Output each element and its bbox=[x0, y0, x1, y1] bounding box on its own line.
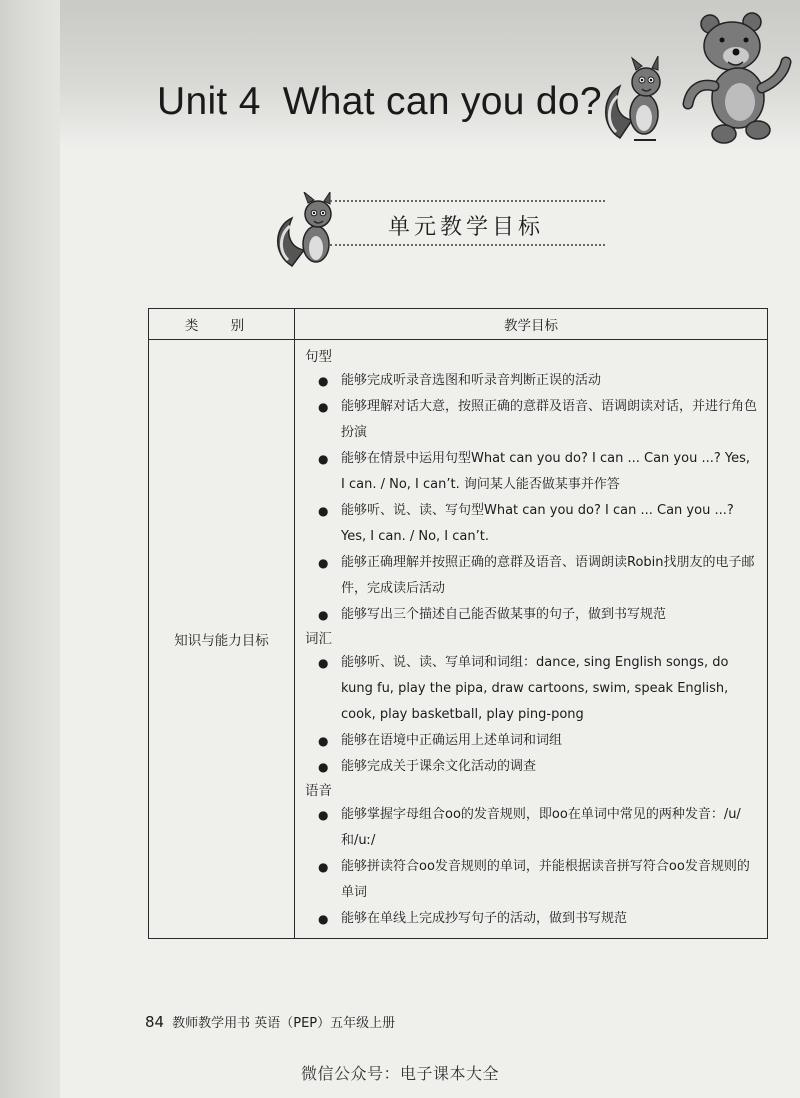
header-category: 类 别 bbox=[149, 309, 295, 340]
list-item: ● 能够理解对话大意，按照正确的意群及语音、语调朗读对话，并进行角色扮演 bbox=[305, 394, 757, 446]
page-footer bbox=[145, 1012, 395, 1031]
group-heading-sentence: 句型 bbox=[305, 349, 332, 365]
list-item: ● 能够掌握字母组合oo的发音规则，即oo在单词中常见的两种发音：/u/和/uː/ bbox=[305, 802, 757, 854]
list-item: ● 能够听、说、读、写句型What can you do? I can ... Can you ...? Yes, I can. / No, I can’t. bbox=[305, 498, 757, 550]
table-header-row bbox=[149, 309, 768, 340]
page-edge bbox=[0, 0, 60, 1098]
phonics-goals-list bbox=[305, 802, 757, 932]
section-title: 单元教学目标 bbox=[388, 215, 545, 240]
unit-question: What can you do? bbox=[282, 80, 602, 123]
list-item: ● 能够在情景中运用句型What can you do? I can ... Can you ...? Yes, I can. / No, I can’t. 询问某人能否做某事并作答 bbox=[305, 446, 757, 498]
list-item: ● 能够完成听录音选图和听录音判断正误的活动 bbox=[305, 368, 757, 394]
list-item: ● 能够在语境中正确运用上述单词和词组 bbox=[305, 728, 757, 754]
squirrel-mascot-icon bbox=[598, 56, 678, 146]
vocabulary-goals-list bbox=[305, 650, 757, 780]
page-number: 84 bbox=[145, 1013, 165, 1031]
group-heading-vocabulary: 词汇 bbox=[305, 631, 332, 647]
list-item: ● 能够完成关于课余文化活动的调查 bbox=[305, 754, 757, 780]
goals-table bbox=[148, 308, 768, 939]
unit-label: Unit 4 bbox=[157, 80, 261, 123]
goals-cell bbox=[295, 340, 768, 939]
unit-title bbox=[157, 80, 602, 124]
sentence-goals-list bbox=[305, 368, 757, 628]
section-title-box bbox=[330, 200, 605, 246]
list-item: ● 能够正确理解并按照正确的意群及语音、语调朗读Robin找朋友的电子邮件，完成读后活动 bbox=[305, 550, 757, 602]
list-item: ● 能够拼读符合oo发音规则的单词，并能根据读音拼写符合oo发音规则的单词 bbox=[305, 854, 757, 906]
header-goals: 教学目标 bbox=[295, 309, 768, 340]
list-item: ● 能够在单线上完成抄写句子的活动，做到书写规范 bbox=[305, 906, 757, 932]
category-cell: 知识与能力目标 bbox=[149, 340, 295, 939]
list-item: ● 能够写出三个描述自己能否做某事的句子，做到书写规范 bbox=[305, 602, 757, 628]
watermark-text: 微信公众号：电子课本大全 bbox=[300, 1064, 499, 1083]
list-item: ● 能够听、说、读、写单词和词组：dance, sing English songs, do kung fu, play the pipa, draw cartoons, swim, speak English, cook, play basketball, play ping-pong bbox=[305, 650, 757, 728]
table-row bbox=[149, 340, 768, 939]
group-heading-phonics: 语音 bbox=[305, 783, 332, 799]
book-title: 教师教学用书 英语（PEP）五年级上册 bbox=[172, 1016, 396, 1031]
bear-mascot-icon bbox=[680, 12, 792, 147]
